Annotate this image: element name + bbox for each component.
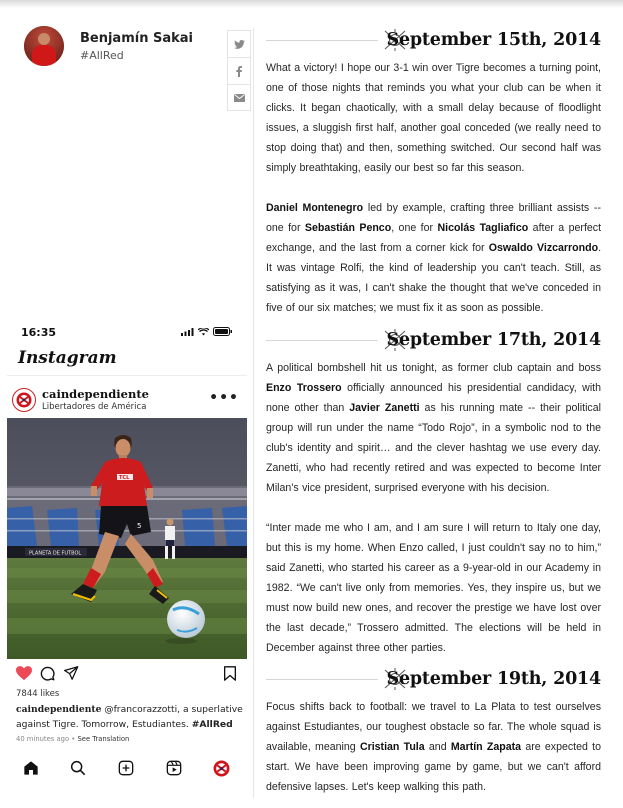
caption-hashtag[interactable]: #AllRed — [191, 719, 233, 730]
heart-icon[interactable] — [16, 666, 32, 681]
post-username[interactable]: caindependiente — [42, 387, 149, 401]
avatar[interactable] — [24, 26, 64, 66]
share-twitter-button[interactable] — [227, 30, 251, 57]
paragraph-text: Focus shifts back to football: we travel to La Plata to test ourselves against Estudiantes, our toughest obstacle so far. The whole squad is available, meaning — [266, 701, 601, 753]
entry-paragraph — [266, 358, 601, 498]
shorts-number: 5 — [137, 522, 142, 530]
post-timestamp — [16, 735, 129, 743]
share-bar — [227, 30, 251, 111]
player-name: Nicolás Tagliafico — [437, 222, 529, 234]
player-name: Enzo Trossero — [266, 382, 342, 394]
sponsor-text: TCL — [119, 475, 130, 481]
date-rule — [266, 679, 378, 680]
club-crest-icon — [16, 392, 32, 408]
paragraph-text: led by example, crafting three brilliant assists -- one for — [266, 202, 601, 234]
signal-icon — [181, 328, 194, 336]
entry-paragraph — [266, 198, 601, 318]
wifi-icon — [198, 328, 209, 336]
entry-paragraph — [266, 518, 601, 658]
mail-icon — [234, 94, 245, 102]
separator: • — [69, 735, 78, 743]
see-translation-link[interactable]: See Translation — [77, 735, 130, 743]
post-location[interactable]: Libertadores de América — [42, 402, 147, 412]
player-name: Daniel Montenegro — [266, 202, 364, 214]
new-post-icon[interactable] — [118, 760, 134, 776]
caption-username[interactable]: caindependiente — [16, 704, 102, 715]
board-text: PLANETA DE FUTBOL — [29, 550, 82, 557]
post-header — [7, 384, 247, 416]
paragraph-text: and — [424, 741, 451, 753]
column-divider — [253, 28, 254, 798]
author-hashtag[interactable]: #AllRed — [80, 48, 124, 62]
paragraph-text: officially announced his presidential candidacy, with none other than — [266, 382, 602, 414]
football-game-scene — [7, 418, 247, 659]
profile-crest-icon[interactable] — [213, 760, 230, 777]
top-shadow — [0, 0, 623, 8]
caption-text: @francorazzotti, a superlative against Tigre. Tomorrow, Estudiantes. — [16, 704, 243, 730]
post-author-avatar[interactable] — [12, 388, 36, 412]
reels-icon[interactable] — [166, 760, 182, 776]
share-icon[interactable] — [64, 666, 79, 680]
phone-status-bar — [7, 320, 247, 342]
entry-date: September 19th, 2014 — [386, 669, 601, 689]
status-time: 16:35 — [21, 326, 57, 339]
divider — [7, 375, 247, 376]
paragraph-text: . It was vintage Rolfi, the kind of leadership you can't teach. Still, as satisfying as it was, I can't shake the thought that we've conceded in five of our six matches; we must fix it as soon as possible. — [266, 242, 602, 314]
paragraph-text: as his running mate -- their political group will run under the name “Todo Rojo”, in a symbolic nod to the club's identity and spirit… and the clever hashtag we use every day. Zanetti, who had recently retired and was expected to become Inter Milan's vice president, surprised everyone with his decision. — [266, 402, 601, 494]
player-name: Martín Zapata — [450, 741, 522, 753]
likes-count[interactable]: 7844 likes — [16, 689, 60, 699]
battery-icon — [213, 327, 233, 336]
author-name: Benjamín Sakai — [80, 30, 194, 46]
entry-paragraph — [266, 58, 601, 178]
player-name: Cristian Tula — [359, 741, 425, 753]
paragraph-text: A political bombshell hit us tonight, as former club captain and boss — [266, 362, 601, 374]
comment-icon[interactable] — [40, 666, 55, 681]
entry-paragraph — [266, 697, 601, 797]
paragraph-text: “Inter made me who I am, and I am sure I will return to Italy one day, but this is my home. When Enzo called, I just couldn't say no to him,” said Zanetti, who started his career as a 9-year-old in our Academy in 1982. “We can't live only from memories. Yes, they inspire us, but we must now build new ones, and recover the prestige we have lost over the last decade,” Trossero admitted. The elections will be held in December against three other parties. — [266, 522, 601, 654]
journal-entry-2 — [266, 328, 601, 658]
entry-date: September 17th, 2014 — [386, 330, 601, 350]
facebook-icon — [236, 66, 242, 77]
home-icon[interactable] — [23, 760, 39, 776]
bookmark-icon[interactable] — [224, 666, 236, 681]
journal-entry-1 — [266, 28, 601, 318]
paragraph-text: after a perfect exchange, and the last from a corner kick for — [266, 222, 602, 254]
share-facebook-button[interactable] — [227, 57, 251, 84]
bottom-navigation — [7, 754, 247, 784]
post-photo[interactable] — [7, 418, 247, 659]
twitter-icon — [234, 40, 245, 49]
instagram-post-card — [7, 320, 247, 790]
search-icon[interactable] — [70, 760, 86, 776]
paragraph-text: What a victory! I hope our 3-1 win over Tigre becomes a turning point, one of those nights that reminds you what your club can be when it clicks. It began chaotically, with a small delay because of floodlight issues, a sluggish first half, another goal conceded (we really need to stop doing that) and then, something switched. Our second half was simply breathtaking, easily our best so far this season. — [266, 62, 601, 174]
player-name: Oswaldo Vizcarrondo — [488, 242, 599, 254]
paragraph-text: , one for — [391, 222, 438, 234]
instagram-logo: Instagram — [18, 348, 117, 368]
entry-date: September 15th, 2014 — [386, 30, 601, 50]
paragraph-text: are expected to start. We have been improving game by game, but we can't afford defensive lapses. Let's keep walking this path. — [266, 741, 601, 793]
date-rule — [266, 340, 378, 341]
time-ago: 40 minutes ago — [16, 735, 70, 743]
date-rule — [266, 40, 378, 41]
journal-entry-3 — [266, 667, 601, 797]
share-email-button[interactable] — [227, 84, 251, 111]
player-name: Javier Zanetti — [349, 402, 420, 414]
player-name: Sebastián Penco — [304, 222, 392, 234]
author-profile — [24, 26, 193, 66]
post-caption — [16, 702, 244, 732]
post-actions — [7, 664, 247, 688]
more-options-icon[interactable]: ••• — [209, 390, 239, 406]
